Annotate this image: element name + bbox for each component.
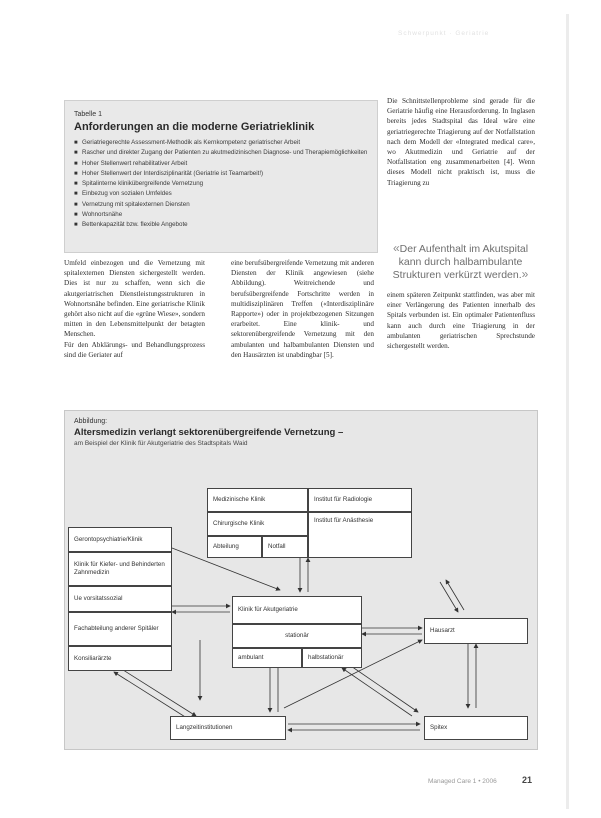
footer-journal: Managed Care 1 • 2006 (428, 778, 497, 785)
box-langzeitinstitutionen: Langzeitinstitutionen (170, 716, 286, 740)
table-item: ■ Einbezug von sozialen Umfeldes (74, 189, 374, 199)
table-item: ■ Vernetzung mit spitalexternen Diensten (74, 200, 374, 210)
table-label: Tabelle 1 (74, 111, 103, 118)
quote-close-mark: » (521, 267, 529, 281)
arrow-line (120, 668, 196, 716)
box-stationaer: stationär (232, 624, 362, 648)
table-item: ■ Geriatriegerechte Assessment-Methodik als Kernkompetenz geriatrischer Arbeit (74, 138, 374, 148)
figure-subtitle: am Beispiel der Klinik für Akutgeriatrie des Stadtspitals Waid (74, 440, 248, 447)
paragraph: Umfeld einbezogen und die Vernetzung mit spitalexternen Diensten sichergestellt werden. Dies ist nur zu schaffen, wenn sich die akutgeriatrischen Dienstleistungsstrukturen in Wohnortsnähe befinden. Eine geriatrische Klinik gehört also nicht auf die «grüne Wiese», sondern mitten in den Lebensmittelpunkt der betagten Menschen. (64, 259, 205, 339)
box-spitex: Spitex (424, 716, 528, 740)
running-header: Schwerpunkt · Geriatrie (398, 30, 490, 37)
page-number: 21 (522, 775, 533, 785)
box-radiologie: Institut für Radiologie (308, 488, 412, 512)
table-item: ■ Bettenkapazität bzw. flexible Angebote (74, 220, 374, 230)
box-konsiliararzte: Konsiliarärzte (68, 646, 172, 671)
pull-quote-text: Der Aufenthalt im Akutspital kann durch halbambulante Strukturen verkürzt werden. (392, 243, 529, 281)
box-notfall: Notfall (262, 536, 308, 558)
table-item: ■ Rascher und direkter Zugang der Patienten zu akutmedizinischen Diagnose- und Therapiemöglichkeiten (74, 148, 374, 158)
arrow-line (342, 668, 412, 716)
table-item: ■ Hoher Stellenwert rehabilitativer Arbeit (74, 159, 374, 169)
table-item: ■ Wohnortsnähe (74, 210, 374, 220)
box-kiefer-zahnmedizin: Klinik für Kiefer- und Behinderten Zahnmedizin (68, 552, 172, 586)
paragraph: Die Schnittstellenprobleme sind gerade für die Geriatrie häufig eine Herausforderung. In Inglasen bereits jedes Stadtspital das Ideal wäre eine geriatriegerechte Triagierung auf der Notfallstation nach dem Modell der «Integrated medical care», wo Akutmedizin und Geriatrie auf der Notfallstation eng zusammenarbeiten [4]. Wenn dieses Modell nicht praktisch ist, muss die Triagierung zu (387, 97, 535, 187)
arrow-line (440, 582, 458, 612)
arrow-line (446, 580, 464, 610)
box-gerontopsychiatrie: Gerontopsychiatrie/Klinik (68, 527, 172, 552)
box-akutgeriatrie: Klinik für Akutgeriatrie (232, 596, 362, 624)
paragraph: eine berufsübergreifende Vernetzung mit anderen Diensten der Klinik angewiesen (siehe Abbildung). Weitreichende und berufsübergreifende Fortschritte werden in multidisziplinären Treffen («Interdisziplinäre Rapporte») oder in projektbezogenen Sitzungen erarbeitet. Eine klinik- und sektorenübergreifende Vernetzung mit den ambulanten und halbambulanten Diensten und den Hausärzten ist unabdingbar [5]. (231, 259, 374, 359)
box-anaesthesie: Institut für Anästhesie (308, 512, 412, 558)
arrow-line (114, 672, 190, 720)
table-item: ■ Hoher Stellenwert der Interdisziplinarität (Geriatrie ist Teamarbeit!) (74, 169, 374, 179)
box-medizinische-klinik: Medizinische Klinik (207, 488, 308, 512)
box-fachabteilung: Fachabteilung anderer Spitäler (68, 612, 172, 646)
box-sozialdienst: Ue vorsitatssozial (68, 586, 172, 612)
box-chirurgie: Chirurgische Klinik (207, 512, 308, 536)
paragraph: Für den Abklärungs- und Behandlungsprozess sind die Geriater auf (64, 340, 205, 359)
table-title: Anforderungen an die moderne Geriatrieklinik (74, 121, 315, 133)
quote-open-mark: « (392, 241, 400, 255)
figure-title: Altersmedizin verlangt sektorenübergreifende Vernetzung – (74, 427, 344, 438)
box-halbstationaer: halbstationär (302, 648, 362, 668)
table-item: ■ Spitalinterne klinikübergreifende Vernetzung (74, 179, 374, 189)
figure-label: Abbildung: (74, 418, 108, 425)
paragraph: einem späteren Zeitpunkt stattfinden, was aber mit einer Verlängerung des Patienten innerhalb des Spitals verbunden ist. Ein optimaler Patientenfluss kann auch durch eine Triagierung in der ambulanten geriatrischen Sprechstunde sichergestellt werden. (387, 291, 535, 351)
box-hausarzt: Hausarzt (424, 618, 528, 644)
box-ambulant: ambulant (232, 648, 302, 668)
box-abteilung: Abteilung (207, 536, 262, 558)
